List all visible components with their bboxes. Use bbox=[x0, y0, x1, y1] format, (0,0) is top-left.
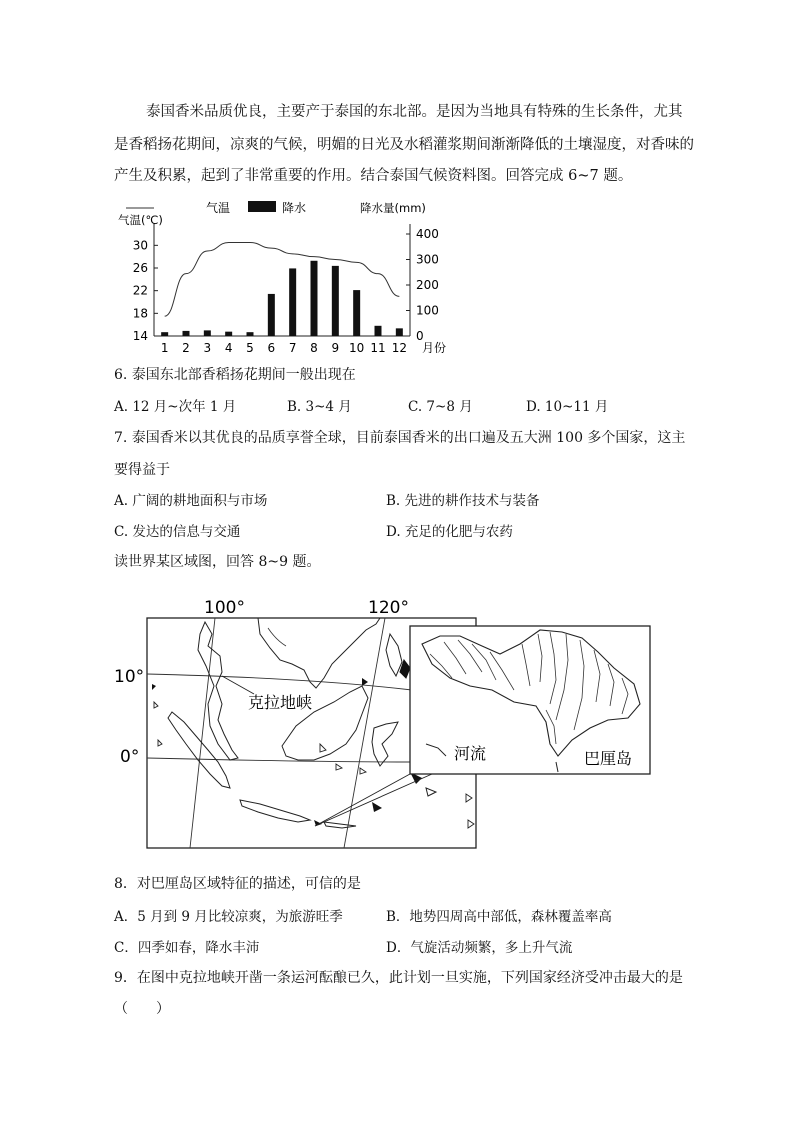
q8-option-b: B．地势四周高中部低，森林覆盖率高 bbox=[386, 909, 612, 925]
precip-bar-1 bbox=[161, 332, 168, 336]
temperature-line bbox=[165, 243, 400, 317]
precip-bar-12 bbox=[396, 328, 403, 336]
left-tick-label: 30 bbox=[132, 238, 148, 253]
q7-stem-line-1: 7. 泰国香米以其优良的品质享誉全球，目前泰国香米的出口遍及五大洲 100 多个国家，这主 bbox=[114, 430, 686, 446]
precip-bar-7 bbox=[289, 268, 296, 336]
isthmus-label: 克拉地峡 bbox=[248, 693, 313, 712]
precip-bar-9 bbox=[332, 266, 339, 336]
precip-bar-8 bbox=[311, 261, 318, 336]
legend-temp-label: 气温 bbox=[206, 201, 231, 215]
month-label-7: 7 bbox=[288, 341, 297, 355]
month-label-12: 12 bbox=[391, 341, 407, 355]
right-tick-label: 100 bbox=[416, 303, 439, 318]
precip-bar-5 bbox=[247, 332, 254, 336]
left-tick-label: 22 bbox=[132, 283, 148, 298]
q8-stem: 8．对巴厘岛区域特征的描述，可信的是 bbox=[114, 876, 361, 892]
intro-line-2: 是香稻扬花期间，凉爽的气候，明媚的日光及水稻灌浆期间渐渐降低的土壤湿度，对香味的 bbox=[114, 137, 694, 153]
month-label-5: 5 bbox=[246, 341, 254, 355]
month-label-11: 11 bbox=[370, 341, 386, 355]
month-label-6: 6 bbox=[267, 341, 276, 355]
climate-chart bbox=[114, 196, 454, 356]
right-tick-label: 0 bbox=[416, 329, 424, 343]
right-tick-label: 200 bbox=[416, 278, 439, 292]
q7-option-c: C. 发达的信息与交通 bbox=[114, 524, 241, 540]
month-label-10: 10 bbox=[349, 341, 365, 355]
left-axis-label: 气温(℃) bbox=[118, 213, 163, 227]
month-label-8: 8 bbox=[310, 341, 318, 355]
month-label-3: 3 bbox=[203, 341, 212, 355]
legend-precip-swatch bbox=[248, 201, 276, 212]
q8-option-c: C．四季如春，降水丰沛 bbox=[114, 940, 260, 956]
intro-line-1: 泰国香米品质优良，主要产于泰国的东北部。是因为当地具有特殊的生长条件，尤其 bbox=[146, 104, 683, 120]
right-tick-label: 400 bbox=[416, 227, 439, 241]
lon-100-label: 100° bbox=[204, 598, 245, 618]
q6-option-a: A. 12 月~次年 1 月 bbox=[114, 399, 237, 415]
month-label-2: 2 bbox=[182, 341, 190, 355]
x-unit-label: 月份 bbox=[422, 341, 447, 355]
precip-bar-4 bbox=[225, 332, 232, 336]
precip-bar-2 bbox=[183, 331, 190, 336]
q9-stem: 9．在图中克拉地峡开凿一条运河酝酿已久，此计划一旦实施，下列国家经济受冲击最大的是 bbox=[114, 970, 683, 986]
river-label: 河流 bbox=[454, 744, 487, 763]
map-intro: 读世界某区域图，回答 8~9 题。 bbox=[114, 554, 321, 570]
month-label-9: 9 bbox=[331, 341, 340, 355]
right-axis-label: 降水量(mm) bbox=[360, 201, 426, 215]
q9-answer-paren: （ ） bbox=[114, 1001, 170, 1017]
q8-option-d: D．气旋活动频繁，多上升气流 bbox=[386, 940, 573, 956]
precip-bar-6 bbox=[268, 294, 275, 336]
left-tick-label: 14 bbox=[132, 329, 148, 343]
precip-bar-11 bbox=[375, 326, 382, 336]
q6-option-c: C. 7~8 月 bbox=[408, 399, 473, 415]
region-map bbox=[110, 594, 655, 856]
q8-option-a: A．5 月到 9 月比较凉爽，为旅游旺季 bbox=[114, 909, 343, 925]
month-label-1: 1 bbox=[160, 341, 169, 355]
precip-bar-10 bbox=[353, 290, 360, 336]
lat-0-label: 0° bbox=[120, 747, 140, 767]
lat-10-label: 10° bbox=[114, 667, 145, 687]
q7-option-d: D. 充足的化肥与农药 bbox=[386, 524, 513, 540]
left-tick-label: 18 bbox=[132, 306, 148, 321]
q6-option-b: B. 3~4 月 bbox=[287, 399, 352, 415]
q7-option-b: B. 先进的耕作技术与装备 bbox=[386, 493, 540, 509]
q6-stem: 6. 泰国东北部香稻扬花期间一般出现在 bbox=[114, 367, 356, 383]
right-tick-label: 300 bbox=[416, 252, 439, 267]
legend-precip-label: 降水 bbox=[282, 201, 307, 215]
month-label-4: 4 bbox=[224, 341, 233, 355]
lon-120-label: 120° bbox=[368, 598, 409, 618]
q7-option-a: A. 广阔的耕地面积与市场 bbox=[114, 493, 268, 509]
intro-line-3: 产生及积累，起到了非常重要的作用。结合泰国气候资料图。回答完成 6~7 题。 bbox=[114, 168, 633, 184]
precip-bar-3 bbox=[204, 330, 211, 336]
left-tick-label: 26 bbox=[132, 261, 148, 275]
q6-option-d: D. 10~11 月 bbox=[526, 399, 609, 415]
q7-stem-line-2: 要得益于 bbox=[114, 462, 170, 478]
bali-label: 巴厘岛 bbox=[584, 749, 633, 768]
